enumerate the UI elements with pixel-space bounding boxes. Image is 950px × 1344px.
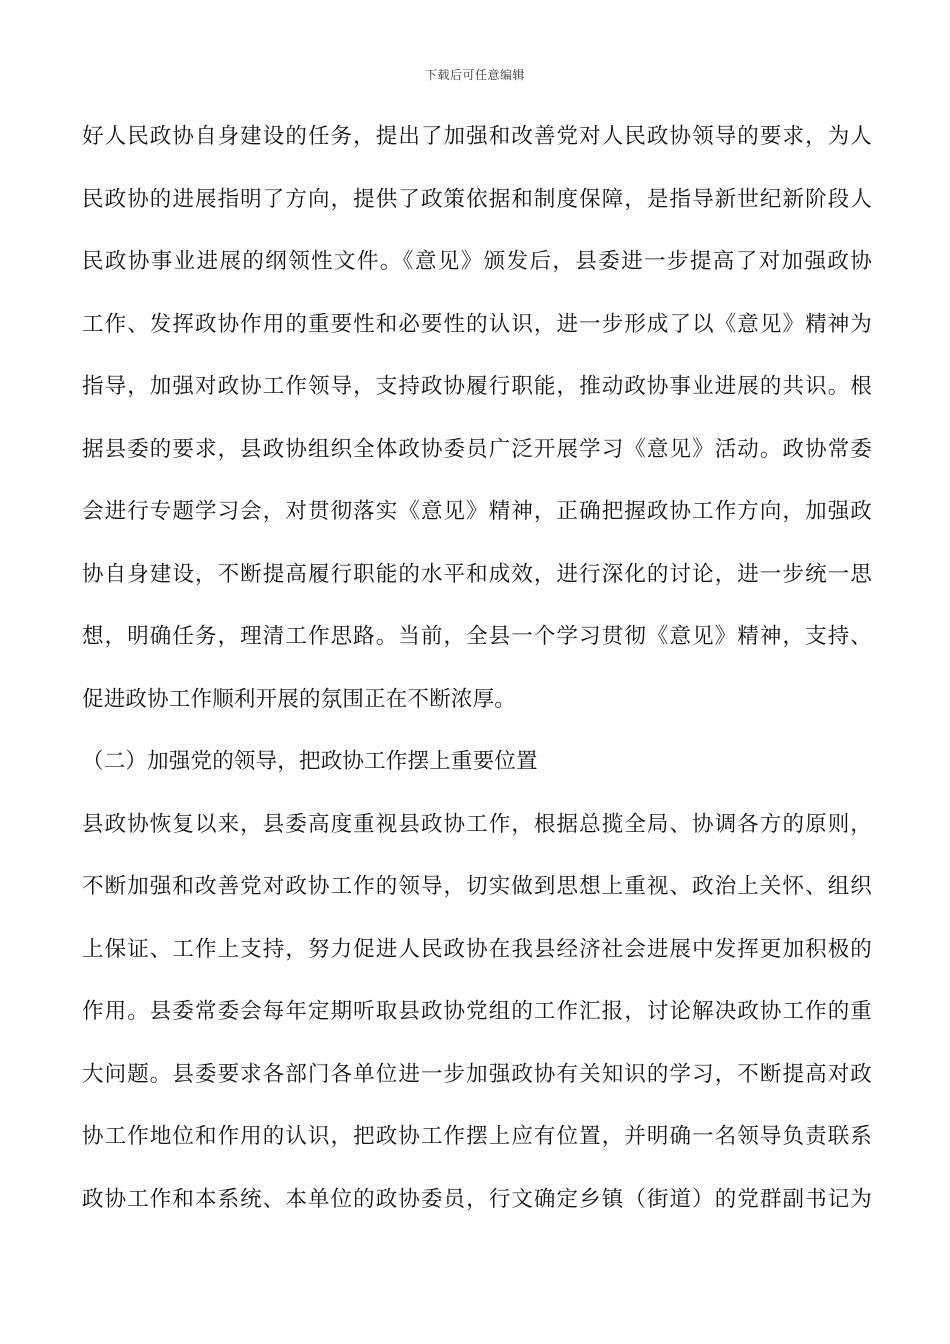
text-line-15: 作用。县委常委会每年定期听取县政协党组的工作汇报，讨论解决政协工作的重 [82, 999, 872, 1024]
text-line-6: 据县委的要求，县政协组织全体政协委员广泛开展学习《意见》活动。政协常委 [82, 436, 872, 462]
text-line-1: 好人民政协自身建设的任务，提出了加强和改善党对人民政协领导的要求，为人 [82, 124, 872, 149]
text-line-12: 县政协恢复以来，县委高度重视县政协工作，根据总揽全局、协调各方的原则， [82, 811, 872, 837]
text-line-13: 不断加强和改善党对政协工作的领导，切实做到思想上重视、政治上关怀、组织 [82, 874, 872, 899]
text-line-5: 指导，加强对政协工作领导，支持政协履行职能，推动政协事业进展的共识。根 [82, 374, 872, 399]
text-line-3: 民政协事业进展的纲领性文件。《意见》颁发后，县委进一步提高了对加强政协 [82, 249, 872, 274]
text-line-17: 协工作地位和作用的认识，把政协工作摆上应有位置，并明确一名领导负责联系 [82, 1124, 872, 1149]
text-line-4: 工作、发挥政协作用的重要性和必要性的认识，进一步形成了以《意见》精神为 [82, 311, 872, 337]
text-line-16: 大问题。县委要求各部门各单位进一步加强政协有关知识的学习，不断提高对政 [82, 1061, 872, 1087]
text-line-8: 协自身建设，不断提高履行职能的水平和成效，进行深化的讨论，进一步统一思 [82, 561, 872, 587]
text-line-9: 想，明确任务，理清工作思路。当前，全县一个学习贯彻《意见》精神，支持、 [82, 624, 872, 649]
text-line-2: 民政协的进展指明了方向，提供了政策依据和制度保障，是指导新世纪新阶段人 [82, 186, 872, 212]
text-line-7: 会进行专题学习会，对贯彻落实《意见》精神，正确把握政协工作方向，加强政 [82, 499, 872, 524]
text-line-10: 促进政协工作顺利开展的氛围正在不断浓厚。 [82, 686, 517, 712]
text-line-18: 政协工作和本系统、本单位的政协委员，行文确定乡镇（街道）的党群副书记为 [82, 1186, 872, 1212]
section-heading: （二）加强党的领导，把政协工作摆上重要位置 [82, 749, 538, 774]
document-body [82, 116, 872, 1241]
text-line-14: 上保证、工作上支持，努力促进人民政协在我县经济社会进展中发挥更加积极的 [82, 936, 872, 962]
page-header-note: 下载后可任意编辑 [424, 68, 525, 82]
